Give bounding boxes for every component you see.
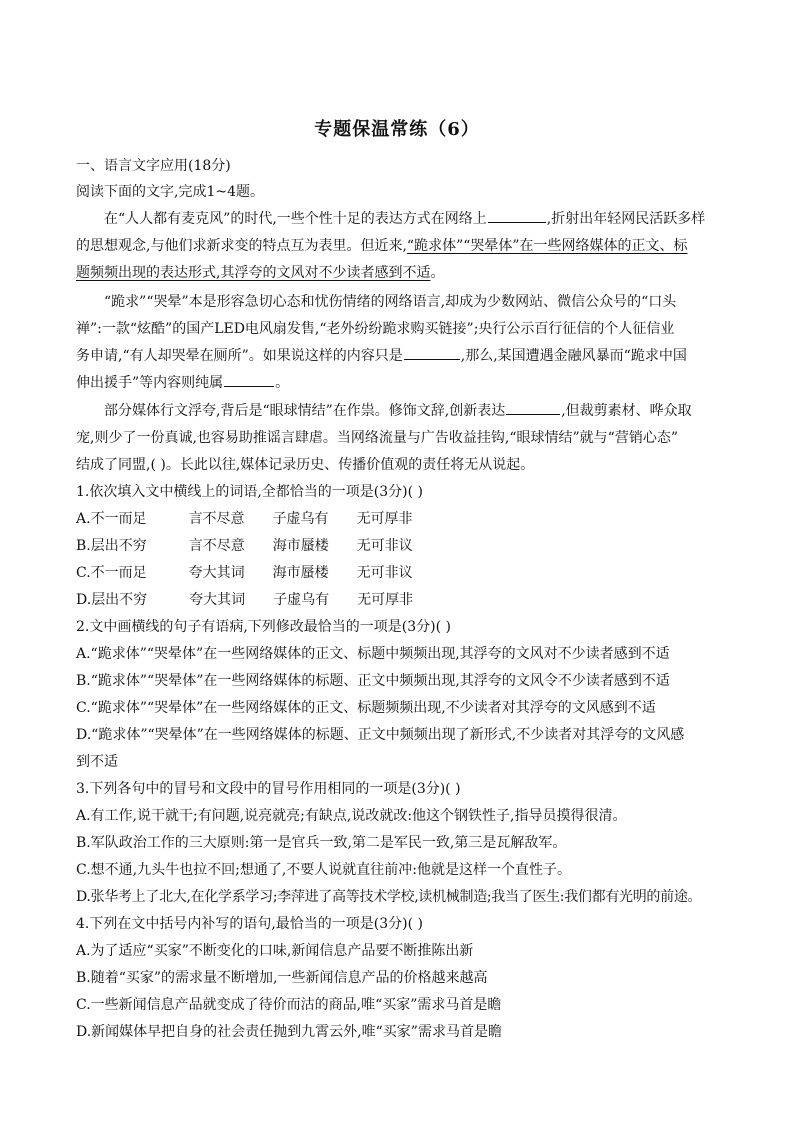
question-3-option-c: C.想不通,九头牛也拉不回;想通了,不要人说就直往前冲:他就是这样一个直性子。 (76, 862, 571, 878)
fill-blank (224, 372, 274, 387)
question-2-option-a: A.“跪求体”“哭晕体”在一些网络媒体的正文、标题中频频出现,其浮夸的文风对不少读者感到不适 (76, 646, 670, 662)
section-heading: 一、语言文字应用(18分) (76, 158, 231, 174)
fill-blank (506, 400, 560, 415)
question-1-stem: 1.依次填入文中横线上的词语,全都恰当的一项是(3分)( ) (76, 484, 424, 500)
passage-line: 务申请,“有人却哭晕在厕所”。如果说这样的内容只是 ,那么,某国遭遇金融风暴而“跪求中国 (76, 345, 726, 365)
passage-line: “跪求”“哭晕”本是形容急切心态和忧伤情绪的网络语言,却成为少数网站、微信公众号的“口头 (104, 294, 677, 310)
passage-line: 结成了同盟,( )。长此以往,媒体记录历史、传播价值观的责任将无从说起。 (76, 457, 535, 473)
question-3-option-d: D.张华考上了北大,在化学系学习;李萍进了高等技术学校,读机械制造;我当了医生:我们都有光明的前途。 (76, 889, 702, 905)
fill-blank (404, 345, 460, 360)
question-4-stem: 4.下列在文中括号内补写的语句,最恰当的一项是(3分)( ) (76, 916, 424, 932)
passage-line: 禅”:一款“炫酷”的国产LED电风扇发售,“老外纷纷跪求购买链接”;央行公示百行征信的个人征信业 (76, 321, 675, 337)
underlined-sentence: “跪求体”“哭晕体”在一些网络媒体的正文、标 (406, 238, 688, 254)
passage-line: 伸出援手”等内容则纯属 。 (76, 372, 726, 392)
question-1-option: B.层出不穷 言不尽意 海市蜃楼 无可非议 (76, 538, 413, 554)
question-1-option: D.层出不穷 夸大其词 子虚乌有 无可厚非 (76, 592, 414, 608)
passage-line: 宠,则少了一份真诚,也容易助推谣言肆虐。当网络流量与广告收益挂钩,“眼球情结”就与“营销心态” (76, 430, 678, 446)
question-4-option-d: D.新闻媒体早把自身的社会责任抛到九霄云外,唯“买家”需求马首是瞻 (76, 1024, 502, 1040)
question-4-option-a: A.为了适应“买家”不断变化的口味,新闻信息产品要不断推陈出新 (76, 943, 474, 959)
question-2-stem: 2.文中画横线的句子有语病,下列修改最恰当的一项是(3分)( ) (76, 619, 452, 635)
question-2-option-b: B.“跪求体”“哭晕体”在一些网络媒体的标题、正文中频频出现,其浮夸的文风令不少读者感到不适 (76, 673, 670, 689)
question-4-option-c: C.一些新闻信息产品就变成了待价而沽的商品,唯“买家”需求马首是瞻 (76, 997, 502, 1013)
question-2-option-d-cont: 到不适 (76, 754, 118, 770)
question-3-option-b: B.军队政治工作的三大原则:第一是官兵一致,第二是军民一致,第三是瓦解敌军。 (76, 835, 567, 851)
passage-line: 的思想观念,与他们求新求变的特点互为表里。但近来,“跪求体”“哭晕体”在一些网络媒体的正文、标 (76, 238, 688, 254)
question-3-option-a: A.有工作,说干就干;有问题,说亮就亮;有缺点,说改就改:他这个钢铁性子,指导员摸得很清。 (76, 808, 627, 824)
question-3-stem: 3.下列各句中的冒号和文段中的冒号作用相同的一项是(3分)( ) (76, 781, 461, 797)
passage-line: 题频频出现的表达形式,其浮夸的文风对不少读者感到不适。 (76, 265, 445, 281)
passage-line: 部分媒体行文浮夸,背后是“眼球情结”在作祟。修饰文辞,创新表达 ,但裁剪素材、哗众取 (76, 400, 754, 420)
question-4-option-b: B.随着“买家”的需求量不断增加,一些新闻信息产品的价格越来越高 (76, 970, 488, 986)
question-2-option-c: C.“跪求体”“哭晕体”在一些网络媒体的正文、标题频频出现,不少读者对其浮夸的文风感到不适 (76, 700, 656, 716)
reading-instruction: 阅读下面的文字,完成1~4题。 (76, 184, 264, 200)
page-title: 专题保温常练（6） (314, 119, 480, 140)
question-2-option-d: D.“跪求体”“哭晕体”在一些网络媒体的标题、正文中频频出现了新形式,不少读者对其浮夸的文风感 (76, 727, 685, 743)
fill-blank (488, 208, 546, 223)
underlined-sentence: 题频频出现的表达形式,其浮夸的文风对不少读者感到不适 (76, 265, 431, 281)
question-1-option: C.不一而足 夸大其词 海市蜃楼 无可非议 (76, 565, 413, 581)
passage-line: 在“人人都有麦克风”的时代,一些个性十足的表达方式在网络上 ,折射出年轻网民活跃多样 (76, 208, 754, 228)
question-1-option: A.不一而足 言不尽意 子虚乌有 无可厚非 (76, 511, 413, 527)
